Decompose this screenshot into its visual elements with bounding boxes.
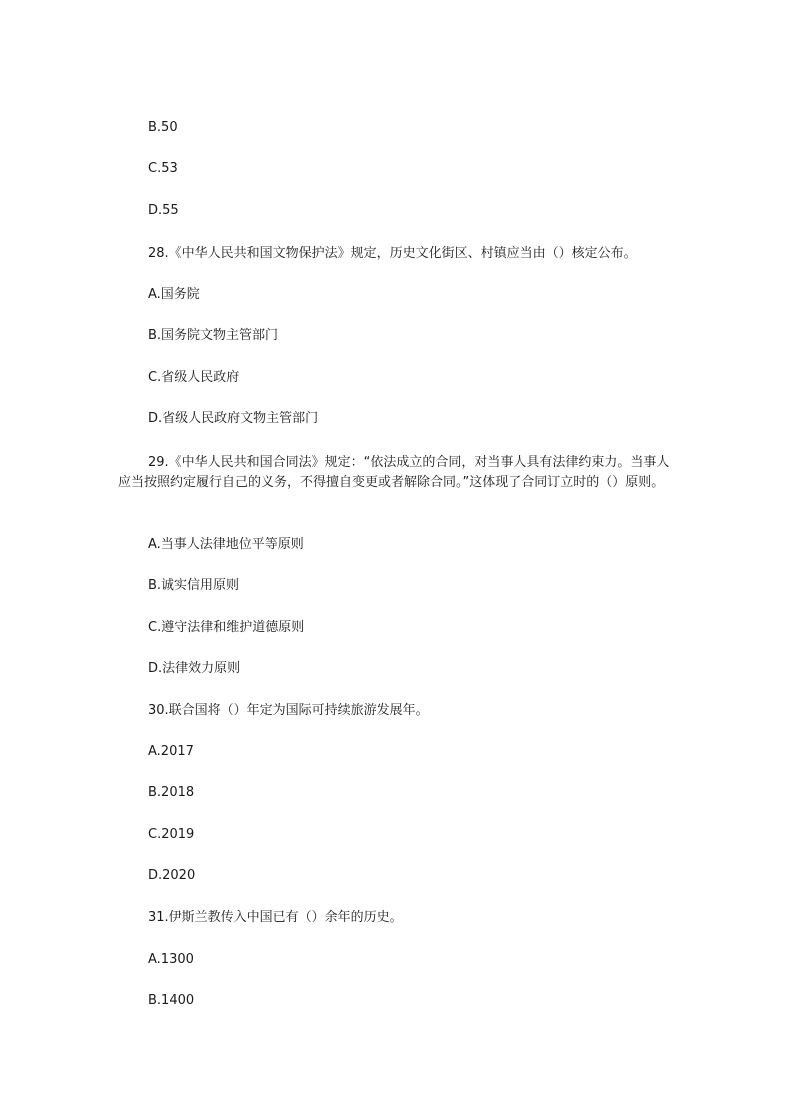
option-c: C.53 <box>148 161 178 176</box>
option-d: D.55 <box>148 203 179 218</box>
option-b: B.1400 <box>148 993 195 1008</box>
option-c: C.遵守法律和维护道德原则 <box>148 620 305 635</box>
option-d: D.2020 <box>148 868 196 883</box>
question-31: 31.伊斯兰教传入中国已有（）余年的历史。 <box>148 910 403 925</box>
option-a: A.国务院 <box>148 287 200 302</box>
question-30: 30.联合国将（）年定为国际可持续旅游发展年。 <box>148 703 429 718</box>
option-d: D.省级人民政府文物主管部门 <box>148 411 319 426</box>
option-b: B.诚实信用原则 <box>148 578 240 593</box>
option-b: B.国务院文物主管部门 <box>148 328 279 343</box>
option-d: D.法律效力原则 <box>148 661 241 676</box>
question-29: 29.《中华人民共和国合同法》规定：“依法成立的合同，对当事人具有法律约束力。当事人应当按照约定履行自己的义务，不得擅自变更或者解除合同。”这体现了合同订立时的（）原则。 <box>118 455 670 490</box>
option-b: B.50 <box>148 120 178 135</box>
option-a: A.当事人法律地位平等原则 <box>148 537 304 552</box>
option-b: B.2018 <box>148 785 195 800</box>
option-c: C.省级人民政府 <box>148 370 240 385</box>
option-a: A.1300 <box>148 952 194 967</box>
question-28: 28.《中华人民共和国文物保护法》规定，历史文化街区、村镇应当由（）核定公布。 <box>148 246 637 261</box>
option-a: A.2017 <box>148 744 194 759</box>
option-c: C.2019 <box>148 827 195 842</box>
